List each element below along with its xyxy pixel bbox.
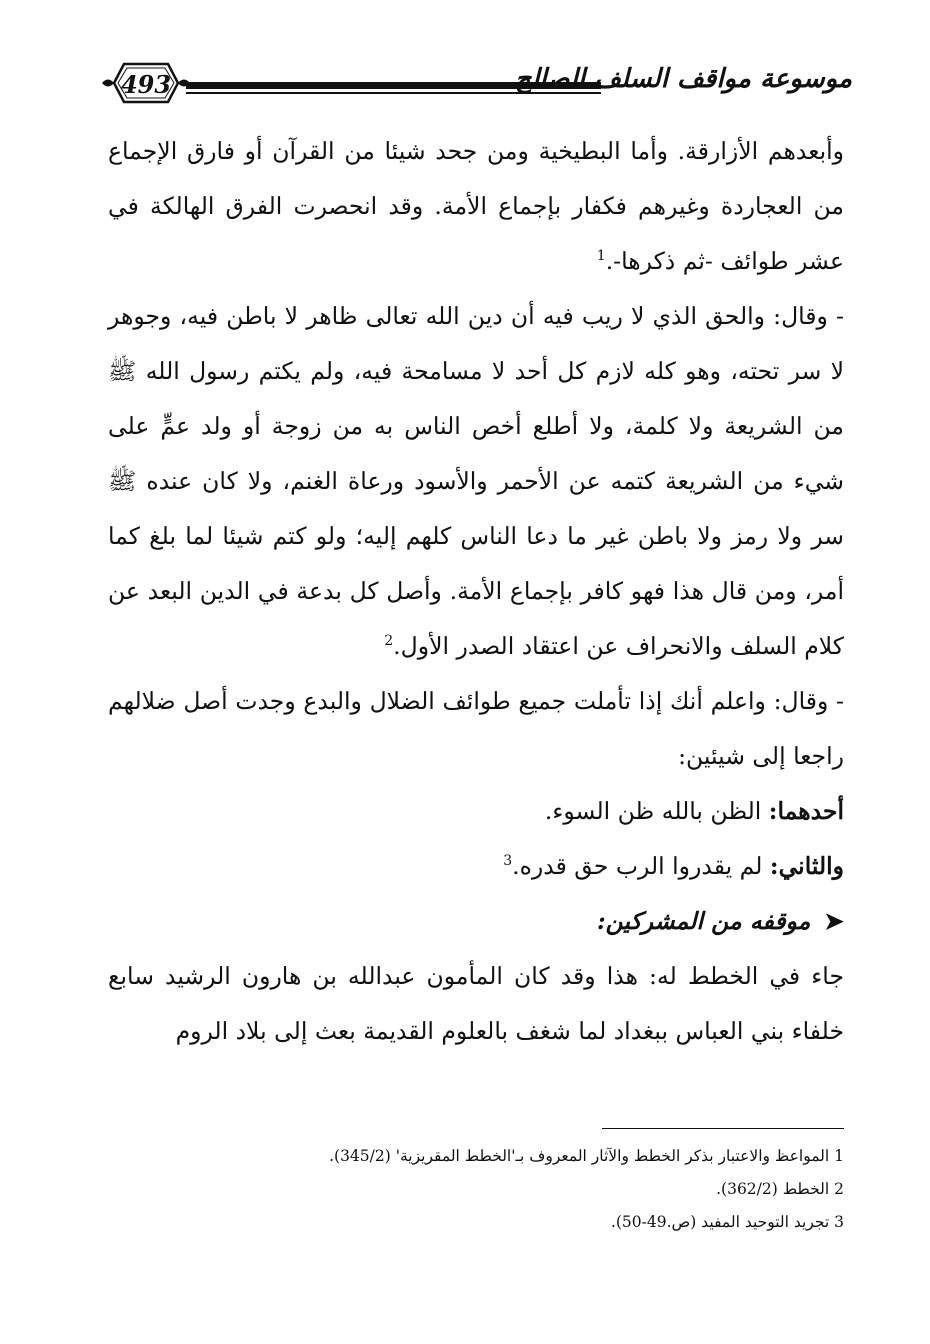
page-header [0, 0, 930, 130]
section-heading-text: موقفه من المشركين: [596, 907, 811, 935]
book-title: موسوعة مواقف السلف الصالح [514, 64, 852, 94]
list-item-2-label: والثاني: [769, 852, 844, 880]
list-item-1-text: الظن بالله ظن السوء. [544, 797, 762, 825]
list-item-1-label: أحدهما: [768, 797, 844, 825]
page-number: 493 [120, 70, 172, 99]
footnote-ref-3: 3 [503, 853, 513, 870]
main-text [108, 124, 844, 1059]
footnote-2: 2 الخطط (362/2). [716, 1180, 844, 1198]
footnote-ref-1: 1 [596, 248, 606, 265]
footnote-divider [602, 1128, 844, 1129]
paragraph-2-text: - وقال: والحق الذي لا ريب فيه أن دين الله تعالى ظاهر لا باطن فيه، وجوهر لا سر تحته، وهو كله لازم كل أحد لا مسامحة فيه، ولم يكتم رسول الله ﷺ من الشريعة ولا كلمة، ولا أطلع أخص الناس به من زوجة أو ولد عمٍّ على شيء من الشريعة كتمه عن الأحمر والأسود ورعاة الغنم، ولا كان عنده ﷺ سر ولا رمز ولا باطن غير ما دعا الناس كلهم إليه؛ ولو كتم شيئا لما بلغ كما أمر، ومن قال هذا فهو كافر بإجماع الأمة. وأصل كل بدعة في الدين البعد عن كلام السلف والانحراف عن اعتقاد الصدر الأول. [108, 302, 844, 660]
section-heading [108, 894, 844, 949]
paragraph-2 [108, 289, 844, 674]
paragraph-4: جاء في الخطط له: هذا وقد كان المأمون عبدالله بن هارون الرشيد سابع خلفاء بني العباس ببغداد لما شغف بالعلوم القديمة بعث إلى بلاد الروم [108, 962, 844, 1045]
list-item-2-text: لم يقدروا الرب حق قدره. [512, 852, 763, 880]
list-item-1 [108, 784, 844, 839]
footnote-3: 3 تجريد التوحيد المفيد (ص.49-50). [610, 1213, 844, 1231]
footnote-ref-2: 2 [384, 633, 394, 650]
paragraph-1 [108, 124, 844, 289]
paragraph-3: - وقال: واعلم أنك إذا تأملت جميع طوائف الضلال والبدع وجدت أصل ضلالهم راجعا إلى شيئين: [108, 687, 844, 770]
page-number-badge [100, 58, 192, 108]
arrow-left-icon: ➤ [824, 907, 844, 935]
paragraph-1-text: وأبعدهم الأزارقة. وأما البطيخية ومن جحد شيئا من القرآن أو فارق الإجماع من العجاردة وغيرهم فكفار بإجماع الأمة. وقد انحصرت الفرق الهالكة في عشر طوائف -ثم ذكرها-. [108, 137, 844, 275]
footnote-1: 1 المواعظ والاعتبار بذكر الخطط والآثار المعروف بـ'الخطط المقريزية' (345/2). [329, 1147, 844, 1165]
list-item-2 [108, 839, 844, 894]
footnotes [200, 1140, 844, 1239]
